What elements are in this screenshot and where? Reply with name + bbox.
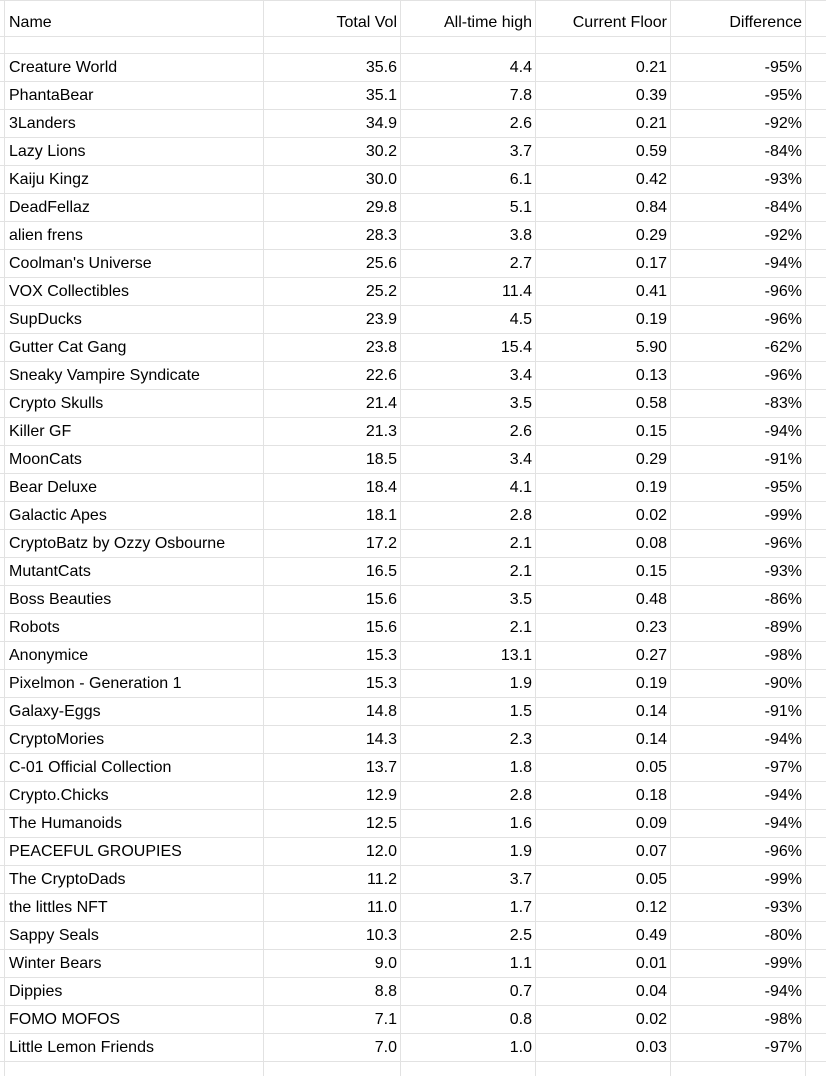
cell-name[interactable]: Anonymice <box>9 647 89 664</box>
cell-current-floor[interactable]: 0.58 <box>635 395 667 412</box>
cell-current-floor[interactable]: 0.02 <box>635 1011 667 1028</box>
table-row <box>0 334 826 362</box>
cell-name[interactable]: Gutter Cat Gang <box>9 339 127 356</box>
table-row <box>0 1034 826 1062</box>
cell-all-time-high[interactable]: 2.5 <box>509 927 532 944</box>
table-row <box>0 810 826 838</box>
cell-total-vol[interactable]: 7.1 <box>374 1011 397 1028</box>
cell-difference[interactable]: -93% <box>764 171 802 188</box>
cell-difference[interactable]: -96% <box>764 311 802 328</box>
cell-difference[interactable]: -97% <box>764 759 802 776</box>
cell-current-floor[interactable]: 0.41 <box>635 283 667 300</box>
cell-all-time-high[interactable]: 1.1 <box>509 955 532 972</box>
cell-current-floor[interactable]: 0.04 <box>635 983 667 1000</box>
cell-total-vol[interactable]: 25.6 <box>365 255 397 272</box>
cell-total-vol[interactable]: 8.8 <box>374 983 397 1000</box>
cell-difference[interactable]: -95% <box>764 479 802 496</box>
cell-all-time-high[interactable]: 2.1 <box>509 619 532 636</box>
cell-all-time-high[interactable]: 1.0 <box>509 1039 532 1056</box>
cell-difference[interactable]: -92% <box>764 227 802 244</box>
cell-current-floor[interactable]: 0.21 <box>635 59 667 76</box>
cell-current-floor[interactable]: 0.01 <box>635 955 667 972</box>
cell-difference[interactable]: -93% <box>764 563 802 580</box>
cell-name[interactable]: alien frens <box>9 227 83 244</box>
table-row <box>0 866 826 894</box>
cell-current-floor[interactable]: 0.14 <box>635 731 667 748</box>
cell-all-time-high[interactable]: 3.5 <box>509 395 532 412</box>
cell-name[interactable]: Lazy Lions <box>9 143 86 160</box>
cell-total-vol[interactable]: 9.0 <box>374 955 397 972</box>
cell-all-time-high[interactable]: 3.7 <box>509 143 532 160</box>
cell-difference[interactable]: -91% <box>764 703 802 720</box>
cell-current-floor[interactable]: 0.84 <box>635 199 667 216</box>
cell-difference[interactable]: -93% <box>764 899 802 916</box>
table-row <box>0 194 826 222</box>
cell-current-floor[interactable]: 0.19 <box>635 311 667 328</box>
cell-name[interactable]: Galaxy-Eggs <box>9 703 101 720</box>
cell-name[interactable]: The CryptoDads <box>9 871 126 888</box>
cell-name[interactable]: the littles NFT <box>9 899 108 916</box>
cell-name[interactable]: Crypto.Chicks <box>9 787 109 804</box>
table-row <box>0 530 826 558</box>
table-row <box>0 698 826 726</box>
cell-all-time-high[interactable]: 0.8 <box>509 1011 532 1028</box>
cell-total-vol[interactable]: 30.0 <box>365 171 397 188</box>
cell-current-floor[interactable]: 0.59 <box>635 143 667 160</box>
cell-total-vol[interactable]: 35.1 <box>365 87 397 104</box>
cell-difference[interactable]: -83% <box>764 395 802 412</box>
table-row <box>0 54 826 82</box>
cell-all-time-high[interactable]: 1.6 <box>509 815 532 832</box>
cell-all-time-high[interactable]: 2.1 <box>509 563 532 580</box>
cell-difference[interactable]: -99% <box>764 507 802 524</box>
table-row <box>0 1006 826 1034</box>
cell-name[interactable]: Boss Beauties <box>9 591 112 608</box>
cell-name[interactable]: Sappy Seals <box>9 927 99 944</box>
cell-name[interactable]: Pixelmon - Generation 1 <box>9 675 182 692</box>
cell-name[interactable]: CryptoMories <box>9 731 105 748</box>
cell-total-vol[interactable]: 15.3 <box>365 647 397 664</box>
table-row <box>0 446 826 474</box>
header-total-vol[interactable]: Total Vol <box>336 14 397 31</box>
table-row <box>0 642 826 670</box>
cell-all-time-high[interactable]: 3.8 <box>509 227 532 244</box>
cell-current-floor[interactable]: 0.02 <box>635 507 667 524</box>
table-row <box>0 166 826 194</box>
cell-all-time-high[interactable]: 4.5 <box>509 311 532 328</box>
cell-name[interactable]: The Humanoids <box>9 815 122 832</box>
cell-current-floor[interactable]: 5.90 <box>635 339 667 356</box>
cell-total-vol[interactable]: 18.4 <box>365 479 397 496</box>
cell-current-floor[interactable]: 0.07 <box>635 843 667 860</box>
cell-difference[interactable]: -62% <box>764 339 802 356</box>
header-all-time-high[interactable]: All-time high <box>443 14 532 31</box>
table-row <box>0 306 826 334</box>
cell-name[interactable]: VOX Collectibles <box>9 283 130 300</box>
cell-total-vol[interactable]: 22.6 <box>365 367 397 384</box>
cell-total-vol[interactable]: 12.5 <box>365 815 397 832</box>
table-row <box>0 838 826 866</box>
cell-name[interactable]: SupDucks <box>9 311 82 328</box>
table-row <box>0 362 826 390</box>
header-name[interactable]: Name <box>9 14 52 31</box>
cell-all-time-high[interactable]: 2.6 <box>509 115 532 132</box>
cell-total-vol[interactable]: 21.3 <box>365 423 397 440</box>
cell-name[interactable]: PEACEFUL GROUPIES <box>9 843 182 860</box>
cell-total-vol[interactable]: 15.6 <box>365 591 397 608</box>
table-row <box>0 222 826 250</box>
cell-all-time-high[interactable]: 6.1 <box>509 171 532 188</box>
table-row <box>0 82 826 110</box>
cell-total-vol[interactable]: 18.5 <box>365 451 397 468</box>
cell-difference[interactable]: -97% <box>764 1039 802 1056</box>
cell-difference[interactable]: -92% <box>764 115 802 132</box>
cell-total-vol[interactable]: 18.1 <box>365 507 397 524</box>
cell-difference[interactable]: -96% <box>764 283 802 300</box>
cell-all-time-high[interactable]: 4.4 <box>509 59 532 76</box>
table-row <box>0 726 826 754</box>
cell-current-floor[interactable]: 0.03 <box>635 1039 667 1056</box>
cell-difference[interactable]: -94% <box>764 815 802 832</box>
cell-all-time-high[interactable]: 4.1 <box>509 479 532 496</box>
cell-difference[interactable]: -98% <box>764 647 802 664</box>
cell-current-floor[interactable]: 0.39 <box>635 87 667 104</box>
cell-difference[interactable]: -96% <box>764 367 802 384</box>
cell-difference[interactable]: -99% <box>764 955 802 972</box>
cell-all-time-high[interactable]: 1.5 <box>509 703 532 720</box>
cell-total-vol[interactable]: 14.8 <box>365 703 397 720</box>
cell-difference[interactable]: -94% <box>764 787 802 804</box>
cell-current-floor[interactable]: 0.15 <box>635 563 667 580</box>
cell-name[interactable]: Little Lemon Friends <box>9 1039 154 1056</box>
table-row <box>0 894 826 922</box>
cell-name[interactable]: Robots <box>9 619 60 636</box>
cell-difference[interactable]: -95% <box>764 87 802 104</box>
cell-all-time-high[interactable]: 13.1 <box>500 647 532 664</box>
table-row <box>0 922 826 950</box>
cell-all-time-high[interactable]: 5.1 <box>509 199 532 216</box>
cell-name[interactable]: Killer GF <box>9 423 72 440</box>
cell-total-vol[interactable]: 12.9 <box>365 787 397 804</box>
cell-all-time-high[interactable]: 15.4 <box>500 339 532 356</box>
gridline-horizontal <box>0 0 826 1</box>
cell-current-floor[interactable]: 0.21 <box>635 115 667 132</box>
cell-name[interactable]: Dippies <box>9 983 63 1000</box>
cell-difference[interactable]: -98% <box>764 1011 802 1028</box>
cell-name[interactable]: Coolman's Universe <box>9 255 152 272</box>
cell-current-floor[interactable]: 0.05 <box>635 871 667 888</box>
cell-name[interactable]: MutantCats <box>9 563 91 580</box>
cell-total-vol[interactable]: 15.3 <box>365 675 397 692</box>
cell-current-floor[interactable]: 0.23 <box>635 619 667 636</box>
cell-total-vol[interactable]: 28.3 <box>365 227 397 244</box>
cell-name[interactable]: 3Landers <box>9 115 76 132</box>
cell-all-time-high[interactable]: 1.9 <box>509 843 532 860</box>
table-row <box>0 782 826 810</box>
cell-all-time-high[interactable]: 3.5 <box>509 591 532 608</box>
cell-current-floor[interactable]: 0.18 <box>635 787 667 804</box>
cell-total-vol[interactable]: 21.4 <box>365 395 397 412</box>
cell-difference[interactable]: -96% <box>764 843 802 860</box>
cell-current-floor[interactable]: 0.49 <box>635 927 667 944</box>
table-row <box>0 586 826 614</box>
cell-difference[interactable]: -94% <box>764 255 802 272</box>
table-row <box>0 418 826 446</box>
cell-difference[interactable]: -80% <box>764 927 802 944</box>
cell-name[interactable]: MoonCats <box>9 451 82 468</box>
cell-current-floor[interactable]: 0.42 <box>635 171 667 188</box>
table-row <box>0 950 826 978</box>
table-row <box>0 110 826 138</box>
cell-current-floor[interactable]: 0.29 <box>635 451 667 468</box>
cell-all-time-high[interactable]: 3.7 <box>509 871 532 888</box>
cell-all-time-high[interactable]: 3.4 <box>509 367 532 384</box>
cell-all-time-high[interactable]: 0.7 <box>509 983 532 1000</box>
cell-name[interactable]: PhantaBear <box>9 87 94 104</box>
cell-all-time-high[interactable]: 2.8 <box>509 787 532 804</box>
cell-name[interactable]: Kaiju Kingz <box>9 171 90 188</box>
cell-name[interactable]: Crypto Skulls <box>9 395 104 412</box>
cell-total-vol[interactable]: 23.9 <box>365 311 397 328</box>
cell-total-vol[interactable]: 30.2 <box>365 143 397 160</box>
cell-current-floor[interactable]: 0.14 <box>635 703 667 720</box>
cell-current-floor[interactable]: 0.48 <box>635 591 667 608</box>
cell-total-vol[interactable]: 11.2 <box>367 871 397 888</box>
cell-all-time-high[interactable]: 3.4 <box>509 451 532 468</box>
cell-all-time-high[interactable]: 1.9 <box>509 675 532 692</box>
cell-all-time-high[interactable]: 1.8 <box>509 759 532 776</box>
cell-all-time-high[interactable]: 7.8 <box>509 87 532 104</box>
cell-all-time-high[interactable]: 2.1 <box>509 535 532 552</box>
cell-total-vol[interactable]: 13.7 <box>365 759 397 776</box>
cell-name[interactable]: CryptoBatz by Ozzy Osbourne <box>9 535 226 552</box>
cell-total-vol[interactable]: 17.2 <box>365 535 397 552</box>
cell-all-time-high[interactable]: 2.3 <box>509 731 532 748</box>
cell-total-vol[interactable]: 10.3 <box>365 927 397 944</box>
table-row <box>0 278 826 306</box>
cell-current-floor[interactable]: 0.29 <box>635 227 667 244</box>
cell-total-vol[interactable]: 7.0 <box>374 1039 397 1056</box>
cell-total-vol[interactable]: 12.0 <box>365 843 397 860</box>
table-row <box>0 754 826 782</box>
cell-difference[interactable]: -91% <box>764 451 802 468</box>
table-row <box>0 978 826 1006</box>
table-row <box>0 390 826 418</box>
cell-difference[interactable]: -94% <box>764 423 802 440</box>
cell-all-time-high[interactable]: 2.6 <box>509 423 532 440</box>
cell-current-floor[interactable]: 0.27 <box>635 647 667 664</box>
cell-total-vol[interactable]: 25.2 <box>365 283 397 300</box>
table-row <box>0 558 826 586</box>
cell-name[interactable]: C-01 Official Collection <box>9 759 172 776</box>
cell-total-vol[interactable]: 23.8 <box>365 339 397 356</box>
table-row <box>0 474 826 502</box>
cell-total-vol[interactable]: 15.6 <box>365 619 397 636</box>
cell-current-floor[interactable]: 0.13 <box>635 367 667 384</box>
cell-name[interactable]: Bear Deluxe <box>9 479 98 496</box>
header-current-floor[interactable]: Current Floor <box>572 14 667 31</box>
table-row <box>0 502 826 530</box>
cell-total-vol[interactable]: 14.3 <box>365 731 397 748</box>
cell-current-floor[interactable]: 0.15 <box>635 423 667 440</box>
cell-total-vol[interactable]: 16.5 <box>365 563 397 580</box>
cell-total-vol[interactable]: 29.8 <box>365 199 397 216</box>
table-row <box>0 250 826 278</box>
table-row <box>0 614 826 642</box>
cell-difference[interactable]: -90% <box>764 675 802 692</box>
cell-current-floor[interactable]: 0.09 <box>635 815 667 832</box>
cell-name[interactable]: DeadFellaz <box>9 199 90 216</box>
cell-current-floor[interactable]: 0.12 <box>635 899 667 916</box>
cell-current-floor[interactable]: 0.05 <box>635 759 667 776</box>
cell-total-vol[interactable]: 35.6 <box>365 59 397 76</box>
cell-difference[interactable]: -84% <box>764 199 802 216</box>
cell-total-vol[interactable]: 11.0 <box>367 899 397 916</box>
cell-all-time-high[interactable]: 11.4 <box>502 283 532 300</box>
cell-difference[interactable]: -84% <box>764 143 802 160</box>
cell-name[interactable]: Winter Bears <box>9 955 102 972</box>
cell-current-floor[interactable]: 0.19 <box>635 479 667 496</box>
cell-difference[interactable]: -94% <box>764 731 802 748</box>
header-difference[interactable]: Difference <box>729 14 802 31</box>
cell-difference[interactable]: -99% <box>764 871 802 888</box>
cell-all-time-high[interactable]: 2.8 <box>509 507 532 524</box>
cell-name[interactable]: Galactic Apes <box>9 507 107 524</box>
cell-name[interactable]: FOMO MOFOS <box>9 1011 121 1028</box>
cell-current-floor[interactable]: 0.08 <box>635 535 667 552</box>
table-row <box>0 138 826 166</box>
cell-total-vol[interactable]: 34.9 <box>365 115 397 132</box>
cell-difference[interactable]: -96% <box>764 535 802 552</box>
cell-name[interactable]: Creature World <box>9 59 118 76</box>
cell-difference[interactable]: -89% <box>764 619 802 636</box>
table-row <box>0 670 826 698</box>
cell-all-time-high[interactable]: 1.7 <box>509 899 532 916</box>
cell-current-floor[interactable]: 0.19 <box>635 675 667 692</box>
header-row <box>0 9 826 37</box>
cell-name[interactable]: Sneaky Vampire Syndicate <box>9 367 200 384</box>
cell-difference[interactable]: -86% <box>764 591 802 608</box>
cell-difference[interactable]: -95% <box>764 59 802 76</box>
cell-all-time-high[interactable]: 2.7 <box>509 255 532 272</box>
cell-difference[interactable]: -94% <box>764 983 802 1000</box>
cell-current-floor[interactable]: 0.17 <box>635 255 667 272</box>
